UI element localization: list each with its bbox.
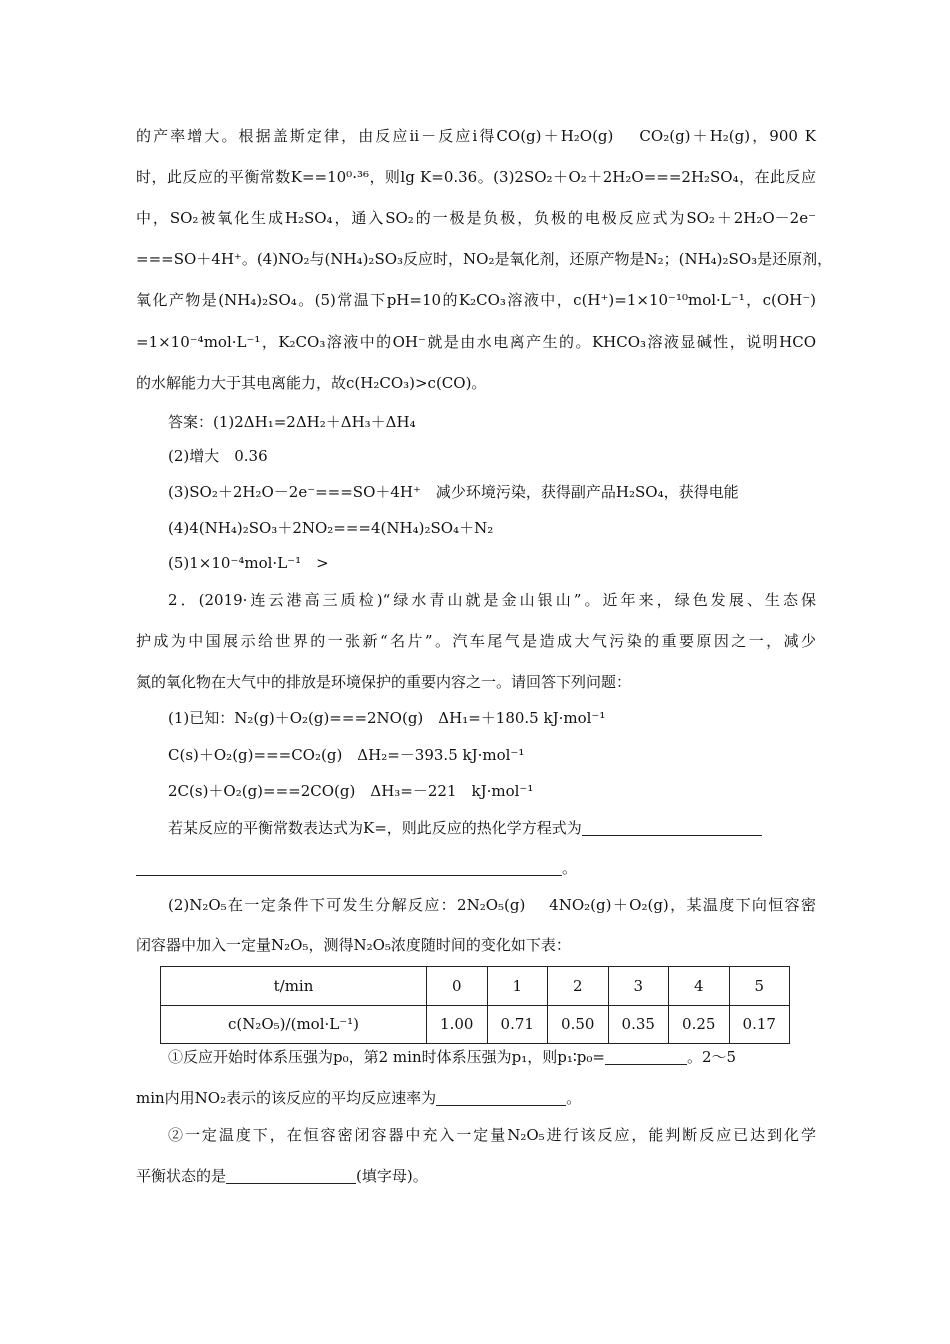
answer-blank: [436, 1089, 566, 1106]
question-line: [136, 1166, 816, 1186]
question-line: ②一定温度下，在恒容密闭容器中充入一定量N₂O₅进行该反应，能判断反应已达到化学: [168, 1126, 816, 1144]
question-line: [168, 1047, 816, 1067]
text-line: ===SO＋4H⁺。(4)NO₂与(NH₄)₂SO₃反应时，NO₂是氧化剂，还原产物是N₂；(NH₄)₂SO₃是还原剂，: [136, 250, 833, 268]
answer-line: (3)SO₂＋2H₂O－2e⁻===SO＋4H⁺ 减少环境污染，获得副产品H₂SO₄，获得电能: [168, 483, 739, 501]
table-cell: 2: [548, 967, 609, 1006]
table-cell: 0: [427, 967, 488, 1006]
text-line: 的产率增大。根据盖斯定律，由反应ⅱ－反应ⅰ得CO(g)＋H₂O(g) CO₂(g)＋H₂(g)，900 K: [136, 127, 816, 145]
text-line: =1×10⁻⁴mol·L⁻¹，K₂CO₃溶液中的OH⁻就是由水电离产生的。KHCO₃溶液显碱性，说明HCO: [136, 333, 816, 351]
question-text: 。: [562, 859, 578, 877]
equation-line: C(s)＋O₂(g)===CO₂(g) ΔH₂=－393.5 kJ·mol⁻¹: [168, 746, 525, 764]
table-cell: 0.50: [548, 1005, 609, 1044]
table-cell: 5: [729, 967, 790, 1006]
table-header-label: t/min: [161, 967, 427, 1006]
table-row-label: c(N₂O₅)/(mol·L⁻¹): [161, 1005, 427, 1044]
answer-blank: [582, 819, 762, 836]
question-text: 若某反应的平衡常数表达式为K=，则此反应的热化学方程式为: [168, 819, 582, 837]
table-cell: 0.17: [729, 1005, 790, 1044]
question-line: [168, 818, 816, 838]
question-line: 护成为中国展示给世界的一张新“名片”。汽车尾气是造成大气污染的重要原因之一，减少: [136, 632, 816, 650]
question-line: [136, 1088, 816, 1108]
answer-line: (2)增大 0.36: [168, 447, 268, 465]
equation-line: (1)已知：N₂(g)＋O₂(g)===2NO(g) ΔH₁=＋180.5 kJ·mol⁻¹: [168, 709, 606, 727]
answer-line: (5)1×10⁻⁴mol·L⁻¹ >: [168, 554, 329, 572]
question-line: 闭容器中加入一定量N₂O₅，测得N₂O₅浓度随时间的变化如下表：: [136, 936, 571, 954]
table-cell: 1: [487, 967, 548, 1006]
table-cell: 1.00: [427, 1005, 488, 1044]
table-row: [161, 1005, 790, 1044]
question-text: (填字母)。: [356, 1167, 428, 1185]
question-text: 。: [566, 1089, 582, 1107]
question-line: 2．(2019·连云港高三质检)“绿水青山就是金山银山”。近年来，绿色发展、生态保: [168, 591, 816, 609]
question-text: 平衡状态的是: [136, 1167, 227, 1185]
question-line: (2)N₂O₅在一定条件下可发生分解反应：2N₂O₅(g) 4NO₂(g)＋O₂(g)，某温度下向恒容密: [168, 896, 816, 914]
text-line: 时，此反应的平衡常数K==10⁰·³⁶，则lg K=0.36。(3)2SO₂＋O₂＋2H₂O===2H₂SO₄，在此反应: [136, 168, 816, 186]
equation-line: 2C(s)＋O₂(g)===2CO(g) ΔH₃=－221 kJ·mol⁻¹: [168, 782, 534, 800]
question-text: 。2～5: [686, 1048, 737, 1066]
concentration-table: [160, 966, 790, 1044]
question-line: 氮的氧化物在大气中的排放是环境保护的重要内容之一。请回答下列问题：: [136, 673, 632, 691]
answer-line: (4)4(NH₄)₂SO₃＋2NO₂===4(NH₄)₂SO₄＋N₂: [168, 519, 494, 537]
text-line: 的水解能力大于其电离能力，故c(H₂CO₃)>c(CO)。: [136, 374, 487, 392]
question-line: [136, 858, 816, 878]
table-cell: 0.25: [669, 1005, 730, 1044]
answer-blank: [605, 1048, 687, 1065]
table-row: [161, 967, 790, 1006]
table-cell: 0.71: [487, 1005, 548, 1044]
answer-blank: [136, 859, 562, 876]
text-line: 氧化产物是(NH₄)₂SO₄。(5)常温下pH=10的K₂CO₃溶液中，c(H⁺)=1×10⁻¹⁰mol·L⁻¹，c(OH⁻): [136, 291, 816, 309]
question-text: min内用NO₂表示的该反应的平均反应速率为: [136, 1089, 437, 1107]
text-line: 中，SO₂被氧化生成H₂SO₄，通入SO₂的一极是负极，负极的电极反应式为SO₂＋2H₂O－2e⁻: [136, 209, 816, 227]
answer-heading: 答案：(1)2ΔH₁=2ΔH₂＋ΔH₃＋ΔH₄: [168, 413, 416, 431]
table-cell: 3: [608, 967, 669, 1006]
table-cell: 0.35: [608, 1005, 669, 1044]
table-cell: 4: [669, 967, 730, 1006]
question-text: ①反应开始时体系压强为p₀，第2 min时体系压强为p₁，则p₁∶p₀=: [168, 1048, 605, 1066]
answer-blank: [226, 1167, 356, 1184]
